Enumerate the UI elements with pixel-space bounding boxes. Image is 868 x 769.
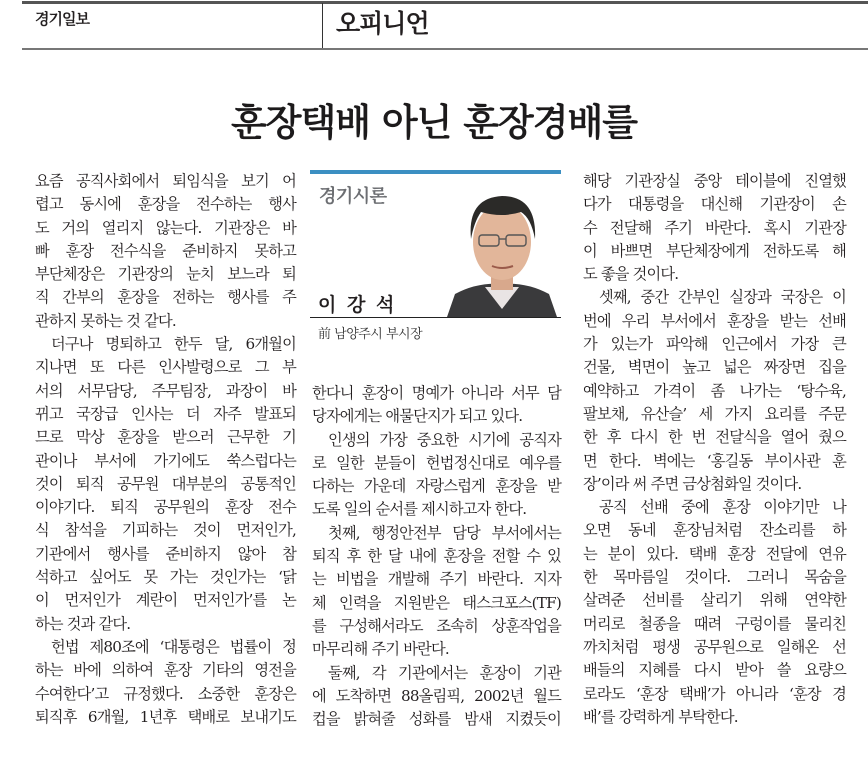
author-name: 이 강 석	[318, 294, 397, 316]
article-text-line: 배’를 강력하게 부탁한다.	[583, 707, 738, 726]
article-text-line: 오면 동네 훈장님처럼 잔소리를 하	[583, 521, 846, 540]
article-text-line: 공직 선배 중에 훈장 이야기만 나	[599, 498, 846, 517]
article-text-line: 이 바쁘면 부단체장에게 전하도록 해	[583, 241, 846, 260]
article-text-line: 퇴직 후 한 달 내에 훈장을 전할 수 있	[312, 547, 561, 566]
article-text-line: 퇴직후 6개월, 1년후 택배로 보내기도	[35, 707, 296, 726]
article-text-line: 장’이라 써 주면 금상첨화일 것이다.	[583, 474, 802, 493]
article-text-line: 한 목마름일 것이다. 그러니 목숨을	[583, 568, 846, 587]
article-text-line: 까치처럼 평생 공무원으로 일해온 선	[583, 637, 846, 656]
article-text-line: 뀌고 국장급 인사는 더 자주 발표되	[35, 404, 296, 423]
header-bottom-rule	[22, 48, 868, 50]
article-text-line: 건물, 벽면이 높고 넓은 짜장면 집을	[583, 358, 846, 377]
article-text-line: 둘째, 각 기관에서는 훈장이 기관	[328, 663, 561, 682]
article-text-line: 머리로 철종을 때려 구렁이를 물리친	[583, 614, 846, 633]
article-text-line: 체 인력을 지원받은 태스크포스(TF)	[312, 593, 561, 612]
article-text-line: 첫째, 행정안전부 담당 부서에서는	[328, 523, 561, 542]
article-text-line: 직 간부의 훈장을 전하는 행사를 주	[35, 288, 296, 307]
article-text-line: 면 한다. 벽에는 ‘홍길동 부이사관 훈	[583, 451, 846, 470]
article-text-line: 수 전달해 주기 바란다. 혹시 기관장	[583, 218, 846, 237]
article-text-line: 다하는 가운데 자랑스럽게 훈장을 받	[312, 477, 561, 496]
article-text-line: 기관에서 행사를 준비하지 않아 참	[35, 544, 296, 563]
article-text-line: 마무리해 주기 바란다.	[312, 640, 449, 659]
article-text-line: 다가 대통령을 대신해 기관장이 손	[583, 195, 846, 214]
newspaper-name: 경기일보	[35, 10, 89, 28]
article-text-line: 셋째, 중간 간부인 실장과 국장은 이	[599, 288, 846, 307]
article-text-line: 에 도착하면 88올림픽, 2002년 월드	[312, 686, 561, 705]
author-box	[310, 170, 561, 345]
article-text-line: 것이 퇴직 공무원 대부분의 공통적인	[35, 474, 296, 493]
column-label: 경기시론	[319, 186, 387, 207]
author-photo	[447, 184, 557, 317]
article-text-line: 렵고 동시에 훈장을 전수하는 행사	[35, 195, 296, 214]
article-text-line: 인생의 가장 중요한 시기에 공직자	[328, 430, 561, 449]
author-name-rule	[310, 317, 561, 318]
article-text-line: 로 일한 분들이 헌법정신대로 예우를	[312, 453, 561, 472]
article-text-line: 더구나 명퇴하고 한두 달, 6개월이	[51, 335, 296, 354]
article-text-line: 빠 훈장 전수식을 준비하지 못하고	[35, 241, 296, 260]
article-text-line: 를 구성해서라도 조속히 상훈작업을	[312, 616, 561, 635]
article-text-line: 는 분이 있다. 택배 훈장 전달에 연유	[583, 544, 846, 563]
article-text-line: 당자에게는 애물단지가 되고 있다.	[312, 407, 523, 426]
article-text-line: 므로 막상 훈장을 받으러 근무한 기	[35, 428, 296, 447]
header-top-rule	[22, 1, 868, 4]
article-text-line: 헌법 제80조에 ‘대통령은 법률이 정	[51, 637, 296, 656]
article-text-line: 살려준 선비를 살리기 위해 연약한	[583, 591, 846, 610]
article-text-line: 부단체장은 기관장의 눈치 보느라 퇴	[35, 265, 296, 284]
article-text-line: 한 후 다시 한 번 전달식을 열어 줬으	[583, 428, 846, 447]
article-text-line: 예약하고 가격이 좀 나가는 ‘탕수육,	[583, 381, 846, 400]
article-text-line: 하는 것과 같다.	[35, 614, 131, 633]
article-text-line: 배들의 지혜를 다시 받아 쓸 요량으	[583, 661, 846, 680]
article-text-line: 도 거의 열리지 않는다. 기관장은 바	[35, 218, 296, 237]
article-text-line: 하는 바에 의하여 훈장 기타의 영전을	[35, 661, 296, 680]
article-text-line: 식 참석을 기피하는 것이 먼저인가,	[35, 521, 296, 540]
article-text-line: 수여한다’고 규정했다. 소중한 훈장은	[35, 684, 296, 703]
article-headline: 훈장택배 아닌 훈장경배를	[231, 100, 637, 144]
article-text-line: 요즘 공직사회에서 퇴임식을 보기 어	[35, 172, 296, 190]
article-text-line: 도 좋을 것이다.	[583, 265, 679, 284]
article-text-line: 한다니 훈장이 명예가 아니라 서무 담	[312, 384, 561, 402]
article-text-line: 가 있는가 파악해 인근에서 가장 큰	[583, 335, 846, 354]
article-text-line: 이 먼저인가 계란이 먼저인가’를 논	[35, 591, 296, 610]
article-text-line: 관하지 못하는 것 같다.	[35, 311, 176, 330]
article-text-line: 지나면 또 다른 인사발령으로 그 부	[35, 358, 296, 377]
article-text-line: 번에 우리 부서에서 훈장을 받는 선배	[583, 311, 846, 330]
article-text-line: 관이나 부서에 가기에도 쑥스럽다는	[35, 451, 296, 470]
section-title: 오피니언	[336, 9, 429, 38]
article-column-1	[35, 170, 296, 729]
article-text-line: 이야기다. 퇴직 공무원의 훈장 전수	[35, 498, 296, 517]
article-text-line: 로라도 ‘훈장 택배’가 아니라 ‘훈장 경	[583, 684, 846, 703]
article-text-line: 해당 기관장실 중앙 테이블에 진열했	[583, 172, 846, 190]
article-text-line: 석하고 싶어도 못 가는 것인가는 ‘닭	[35, 568, 296, 587]
author-title: 前 남양주시 부시장	[318, 327, 423, 342]
article-text-line: 컵을 밝혀줄 성화를 밤새 지켰듯이	[312, 710, 561, 729]
header-divider	[322, 3, 323, 49]
article-text-line: 도록 일의 순서를 제시하고자 한다.	[312, 500, 527, 519]
article-text-line: 팔보채, 유산슬’ 세 가지 요리를 주문	[583, 404, 846, 423]
article-column-3	[583, 170, 846, 729]
article-column-2	[312, 382, 561, 731]
article-text-line: 서의 서무담당, 주무팀장, 과장이 바	[35, 381, 296, 400]
accent-rule	[310, 170, 561, 174]
article-text-line: 는 비법을 개발해 주기 바란다. 지자	[312, 570, 561, 589]
